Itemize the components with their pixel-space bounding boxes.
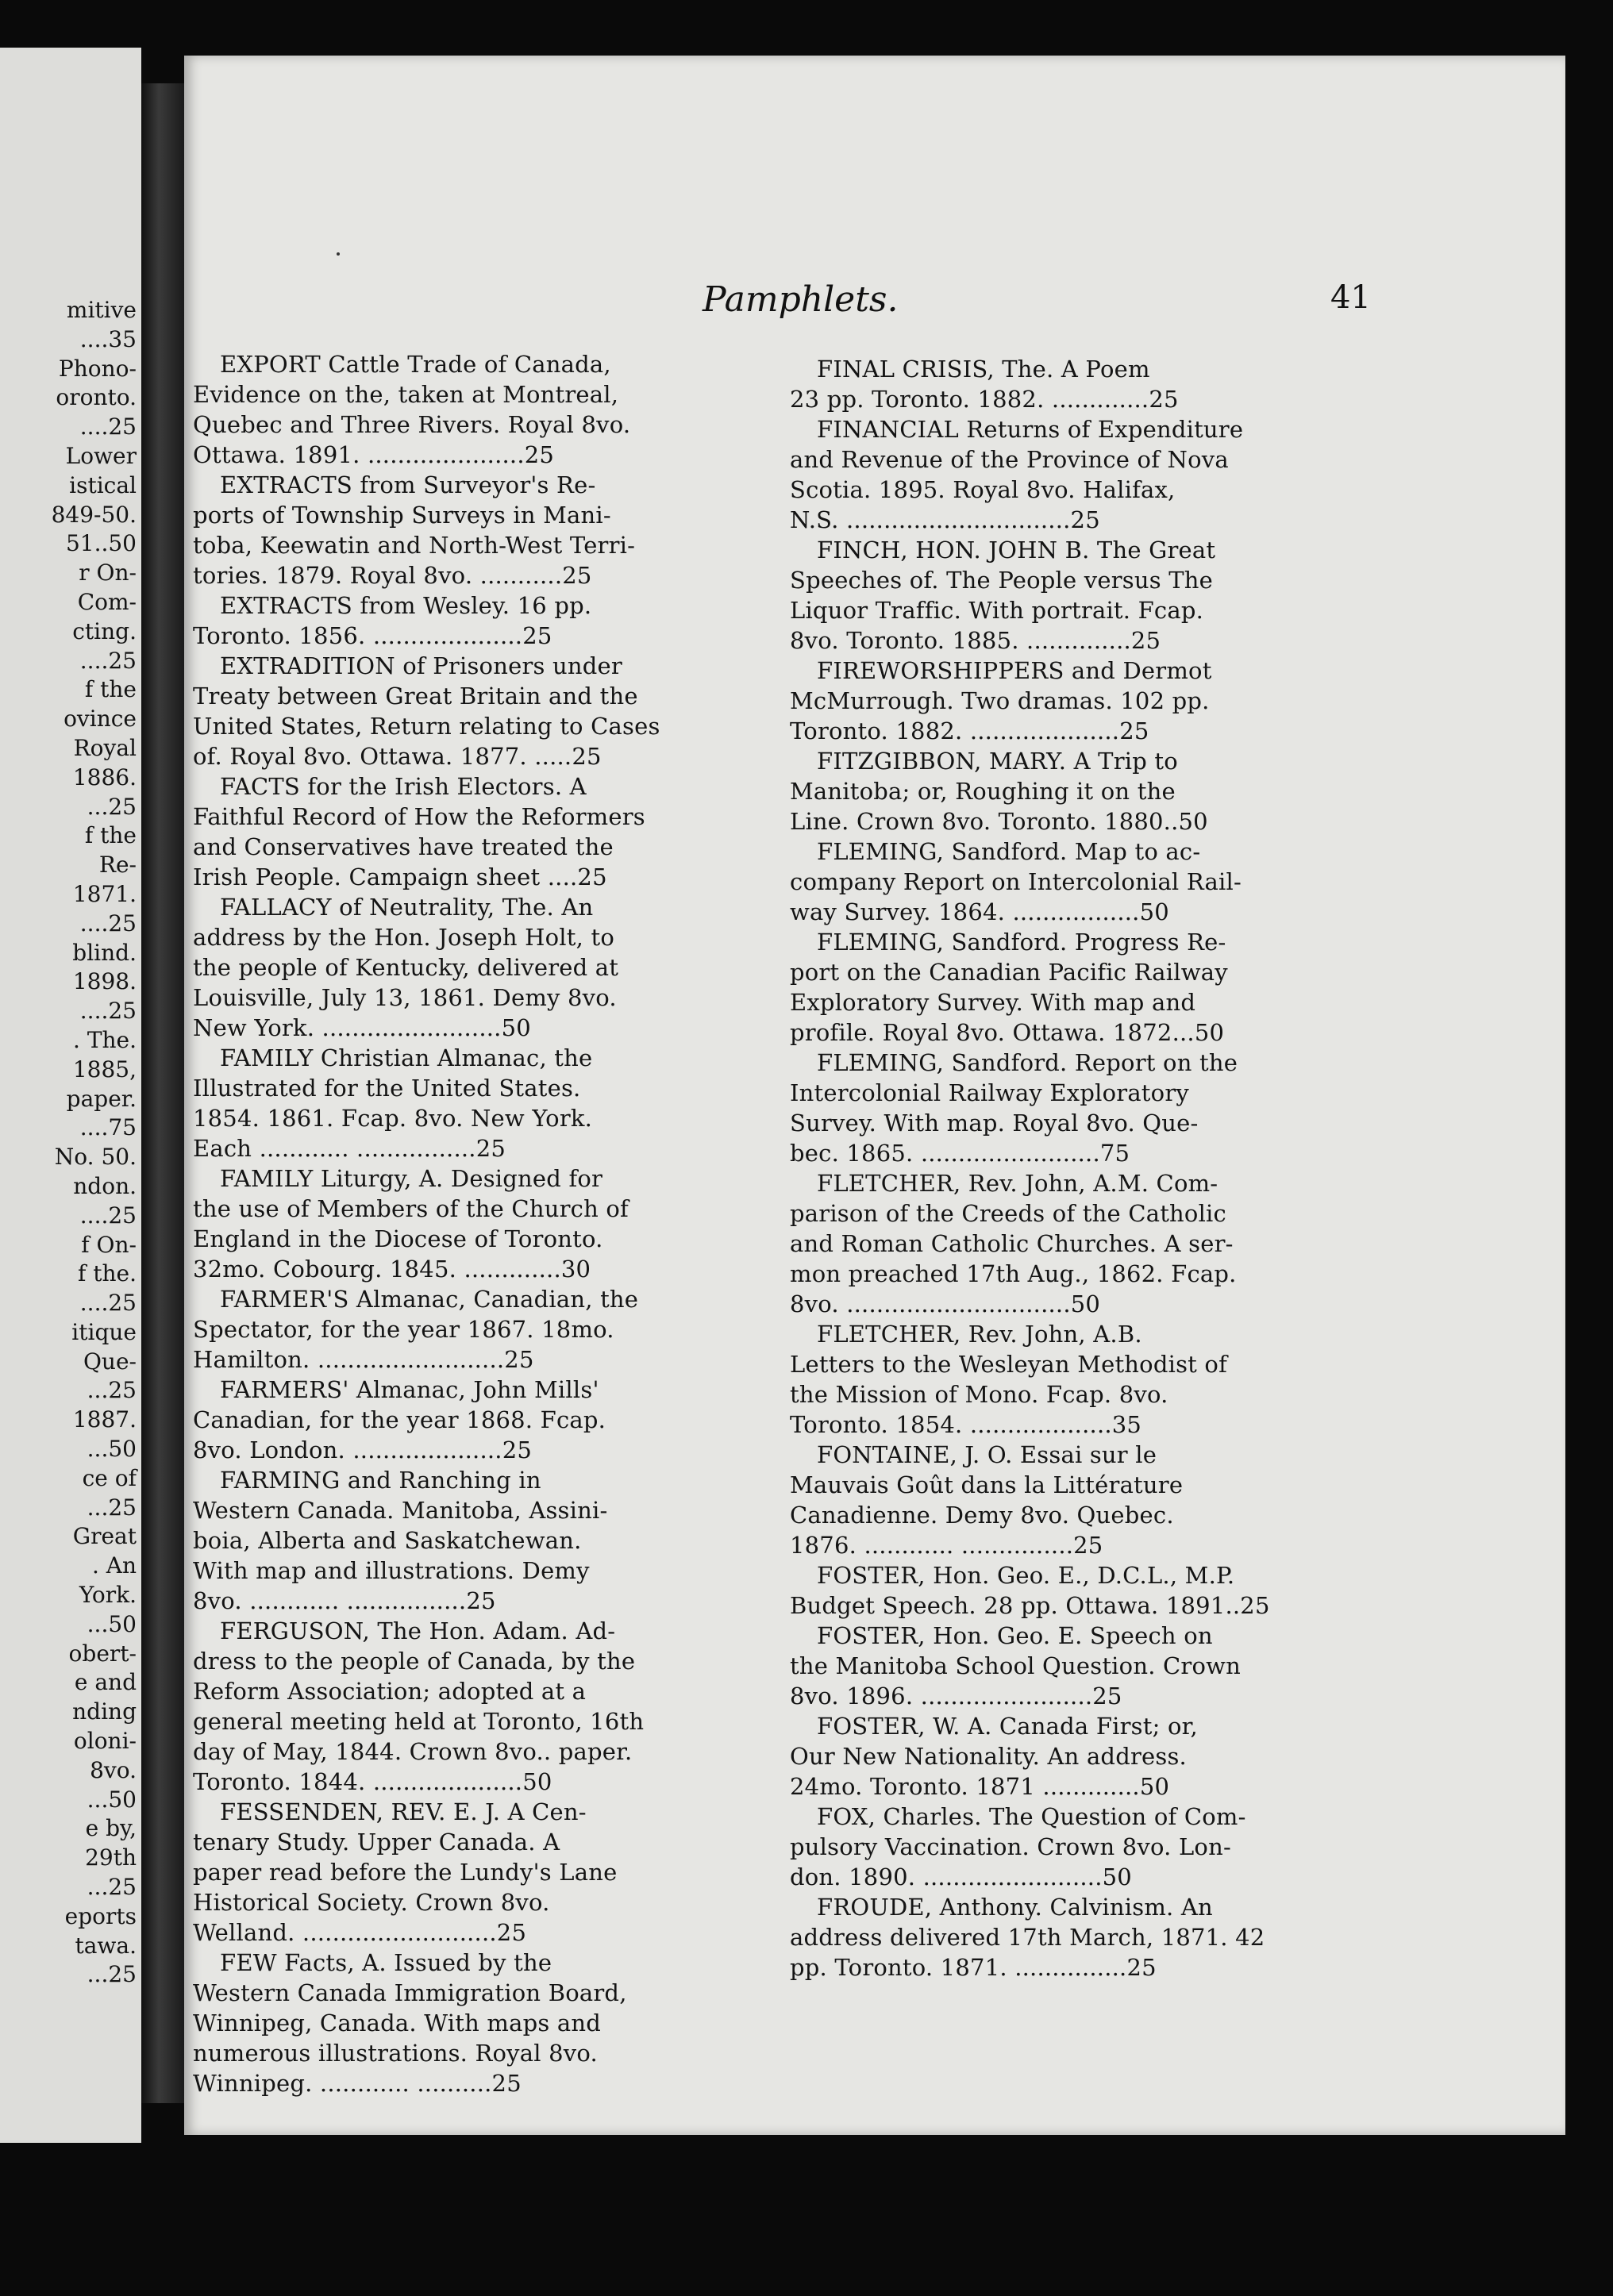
entry-heading-line: FINCH, HON. JOHN B. The Great — [817, 537, 1216, 563]
entry-line: boia, Alberta and Saskatchewan. — [193, 1527, 582, 1554]
entry-line: Survey. With map. Royal 8vo. Que- — [790, 1110, 1199, 1136]
entry-line: address delivered 17th March, 1871. 42 — [790, 1924, 1265, 1951]
entry-line: dress to the people of Canada, by the — [193, 1648, 636, 1675]
entry-line: tories. 1879. Royal 8vo. ...........25 — [193, 562, 592, 589]
fragment-line: e and — [74, 1669, 137, 1696]
entry-heading-line: FESSENDEN, REV. E. J. A Cen- — [220, 1798, 587, 1825]
fragment-line: ....25 — [79, 998, 137, 1025]
fragment-line: ...50 — [87, 1436, 137, 1463]
entry-heading-line: EXTRACTS from Wesley. 16 pp. — [220, 592, 592, 619]
entry-heading-line: FERGUSON, The Hon. Adam. Ad- — [220, 1617, 616, 1644]
fragment-line: ....25 — [79, 1290, 137, 1317]
column-right — [790, 354, 1361, 1983]
entry-line: Speeches of. The People versus The — [790, 567, 1214, 594]
entry-line: 1876. ............ ...............25 — [790, 1532, 1103, 1559]
entry-heading-line: FINAL CRISIS, The. A Poem — [817, 356, 1150, 383]
catalog-entry — [193, 1797, 764, 1948]
entry-line: and Conservatives have treated the — [193, 833, 614, 860]
entry-line: New York. ........................50 — [193, 1014, 531, 1041]
entry-line: Western Canada. Manitoba, Assini- — [193, 1497, 608, 1524]
fragment-line: itique — [71, 1318, 137, 1345]
entry-line: 24mo. Toronto. 1871 .............50 — [790, 1773, 1170, 1800]
entry-line: port on the Canadian Pacific Railway — [790, 959, 1228, 986]
entry-heading-line: FROUDE, Anthony. Calvinism. An — [817, 1894, 1213, 1921]
fragment-line: ....25 — [79, 910, 137, 936]
entry-line: Line. Crown 8vo. Toronto. 1880..50 — [790, 808, 1208, 835]
entry-line: Hamilton. .........................25 — [193, 1346, 534, 1373]
fragment-line: ...25 — [87, 1874, 137, 1901]
fragment-line: ....25 — [79, 1202, 137, 1229]
entry-line: With map and illustrations. Demy — [193, 1557, 590, 1584]
fragment-line: eports — [64, 1902, 137, 1929]
entry-line: Exploratory Survey. With map and — [790, 989, 1196, 1016]
fragment-line: 1871. — [72, 880, 137, 907]
entry-heading-line: FLEMING, Sandford. Report on the — [817, 1049, 1238, 1076]
entry-line: Winnipeg, Canada. With maps and — [193, 2009, 601, 2036]
entry-line: Toronto. 1856. ....................25 — [193, 622, 552, 649]
entry-line: Scotia. 1895. Royal 8vo. Halifax, — [790, 476, 1176, 503]
catalog-entry — [193, 1375, 764, 1465]
speck — [337, 252, 340, 256]
catalog-entry — [193, 892, 764, 1043]
entry-line: Ottawa. 1891. .....................25 — [193, 441, 555, 468]
entry-line: Canadian, for the year 1868. Fcap. — [193, 1406, 606, 1433]
catalog-entry — [790, 656, 1361, 746]
catalog-entry — [790, 414, 1361, 535]
fragment-line: r On- — [79, 560, 137, 586]
fragment-line: ....35 — [79, 325, 137, 352]
catalog-entry — [193, 1284, 764, 1375]
entry-heading-line: FITZGIBBON, MARY. A Trip to — [817, 748, 1178, 775]
entry-line: Toronto. 1844. ....................50 — [193, 1768, 552, 1795]
entry-heading-line: EXPORT Cattle Trade of Canada, — [220, 351, 611, 378]
catalog-entry — [790, 1440, 1361, 1560]
fragment-line: ndon. — [73, 1172, 137, 1199]
fragment-line: 29th — [85, 1844, 137, 1871]
fragment-line: 1887. — [72, 1406, 137, 1433]
entry-heading-line: FINANCIAL Returns of Expenditure — [817, 416, 1244, 443]
fragment-line: f the. — [77, 1260, 137, 1287]
entry-line: Evidence on the, taken at Montreal, — [193, 381, 619, 408]
entry-line: company Report on Intercolonial Rail- — [790, 868, 1242, 895]
fragment-line: ...25 — [87, 793, 137, 820]
entry-line: bec. 1865. ........................75 — [790, 1140, 1130, 1167]
entry-heading-line: FAMILY Christian Almanac, the — [220, 1044, 593, 1071]
entry-heading-line: FLEMING, Sandford. Progress Re- — [817, 929, 1226, 956]
entry-heading-line: FLEMING, Sandford. Map to ac- — [817, 838, 1201, 865]
entry-line: ports of Township Surveys in Mani- — [193, 502, 611, 529]
catalog-entry — [790, 1560, 1361, 1621]
fragment-line: ....25 — [79, 413, 137, 440]
fragment-line: 1898. — [72, 968, 137, 995]
catalog-entry — [790, 1168, 1361, 1319]
catalog-entry — [790, 1802, 1361, 1892]
fragment-line: 1886. — [72, 763, 137, 790]
entry-line: Letters to the Wesleyan Methodist of — [790, 1351, 1228, 1378]
fragment-line: ce of — [82, 1464, 137, 1491]
entry-heading-line: FIREWORSHIPPERS and Dermot — [817, 657, 1212, 684]
entry-heading-line: FOSTER, W. A. Canada First; or, — [817, 1713, 1198, 1740]
entry-line: Irish People. Campaign sheet ....25 — [193, 863, 607, 890]
entry-line: 8vo. London. ....................25 — [193, 1436, 533, 1463]
facing-page-fragments — [0, 296, 141, 1990]
fragment-line: ....75 — [79, 1114, 137, 1141]
catalog-entry — [193, 771, 764, 892]
fragment-line: 51..50 — [65, 530, 137, 557]
entry-line: of. Royal 8vo. Ottawa. 1877. .....25 — [193, 743, 602, 770]
fragment-line: e by, — [85, 1815, 137, 1842]
fragment-line: f the — [84, 822, 137, 849]
fragment-line: 1885, — [72, 1056, 137, 1083]
fragment-line: ...25 — [87, 1377, 137, 1404]
fragment-line: Que- — [83, 1348, 137, 1375]
fragment-line: Re- — [98, 852, 137, 879]
fragment-line: . An — [91, 1552, 137, 1579]
book-gutter — [141, 83, 185, 2103]
catalog-entry — [790, 746, 1361, 836]
entry-line: 8vo. ............ ................25 — [193, 1587, 496, 1614]
fragment-line: Phono- — [58, 355, 137, 382]
entry-heading-line: FLETCHER, Rev. John, A.M. Com- — [817, 1170, 1218, 1197]
entry-heading-line: FEW Facts, A. Issued by the — [220, 1949, 552, 1976]
entry-line: 8vo. 1896. .......................25 — [790, 1683, 1122, 1710]
fragment-line: ...25 — [87, 1494, 137, 1521]
fragment-line: cting. — [72, 617, 137, 644]
fragment-line: ovince — [64, 706, 137, 733]
catalog-entry — [790, 1319, 1361, 1440]
catalog-entry — [193, 470, 764, 590]
column-left — [193, 349, 764, 2098]
entry-line: mon preached 17th Aug., 1862. Fcap. — [790, 1260, 1237, 1287]
catalog-entry — [790, 535, 1361, 656]
entry-line: parison of the Creeds of the Catholic — [790, 1200, 1226, 1227]
fragment-line: ...25 — [87, 1961, 137, 1988]
entry-line: way Survey. 1864. .................50 — [790, 898, 1169, 925]
entry-line: 8vo. Toronto. 1885. ..............25 — [790, 627, 1161, 654]
fragment-line: paper. — [66, 1085, 137, 1112]
catalog-entry — [193, 1948, 764, 2098]
catalog-entry — [790, 354, 1361, 414]
entry-line: Toronto. 1882. ....................25 — [790, 717, 1149, 744]
entry-line: 1854. 1861. Fcap. 8vo. New York. — [193, 1105, 593, 1132]
entry-line: paper read before the Lundy's Lane — [193, 1859, 618, 1886]
entry-line: pp. Toronto. 1871. ...............25 — [790, 1954, 1157, 1981]
entry-line: and Revenue of the Province of Nova — [790, 446, 1229, 473]
entry-heading-line: FONTAINE, J. O. Essai sur le — [817, 1441, 1157, 1468]
catalog-entry — [790, 927, 1361, 1048]
entry-line: profile. Royal 8vo. Ottawa. 1872...50 — [790, 1019, 1225, 1046]
entry-line: Each ............ ................25 — [193, 1135, 506, 1162]
entry-line: Intercolonial Railway Exploratory — [790, 1079, 1189, 1106]
catalog-entry — [193, 1465, 764, 1616]
entry-line: and Roman Catholic Churches. A ser- — [790, 1230, 1234, 1257]
entry-line: Welland. ..........................25 — [193, 1919, 527, 1946]
entry-line: don. 1890. ........................50 — [790, 1863, 1132, 1890]
catalog-entry — [193, 1163, 764, 1284]
entry-line: day of May, 1844. Crown 8vo.. paper. — [193, 1738, 633, 1765]
fragment-line: blind. — [72, 939, 137, 966]
running-head: Pamphlets. — [703, 279, 899, 320]
entry-heading-line: FARMERS' Almanac, John Mills' — [220, 1376, 599, 1403]
fragment-line: ...50 — [87, 1786, 137, 1813]
entry-line: 23 pp. Toronto. 1882. .............25 — [790, 386, 1179, 413]
entry-line: tenary Study. Upper Canada. A — [193, 1829, 560, 1856]
fragment-line: obert- — [68, 1640, 137, 1667]
fragment-line: f On- — [81, 1231, 137, 1258]
entry-line: toba, Keewatin and North-West Terri- — [193, 532, 636, 559]
entry-heading-line: FALLACY of Neutrality, The. An — [220, 894, 594, 921]
entry-line: England in the Diocese of Toronto. — [193, 1225, 603, 1252]
fragment-line: istical — [69, 471, 137, 498]
entry-line: Winnipeg. ............ ..........25 — [193, 2070, 522, 2097]
catalog-entry — [790, 1892, 1361, 1983]
entry-line: the people of Kentucky, delivered at — [193, 954, 619, 981]
entry-line: pulsory Vaccination. Crown 8vo. Lon- — [790, 1833, 1231, 1860]
entry-line: the use of Members of the Church of — [193, 1195, 629, 1222]
fragment-line: Great — [72, 1523, 137, 1550]
fragment-line: f the — [84, 676, 137, 703]
entry-line: N.S. ..............................25 — [790, 506, 1100, 533]
entry-heading-line: EXTRACTS from Surveyor's Re- — [220, 471, 596, 498]
catalog-entry — [193, 1616, 764, 1797]
catalog-entry — [790, 836, 1361, 927]
entry-line: Manitoba; or, Roughing it on the — [790, 778, 1176, 805]
entry-line: general meeting held at Toronto, 16th — [193, 1708, 645, 1735]
entry-heading-line: FLETCHER, Rev. John, A.B. — [817, 1321, 1142, 1348]
catalog-entry — [790, 1711, 1361, 1802]
catalog-entry — [193, 349, 764, 470]
entry-line: numerous illustrations. Royal 8vo. — [193, 2040, 598, 2067]
catalog-entry — [193, 651, 764, 771]
catalog-entry — [790, 1621, 1361, 1711]
catalog-entry — [193, 590, 764, 651]
entry-line: 32mo. Cobourg. 1845. .............30 — [193, 1256, 591, 1283]
entry-line: Canadienne. Demy 8vo. Quebec. — [790, 1502, 1174, 1529]
entry-line: Faithful Record of How the Reformers — [193, 803, 645, 830]
entry-heading-line: FACTS for the Irish Electors. A — [220, 773, 587, 800]
fragment-line: 8vo. — [90, 1756, 137, 1783]
entry-line: the Mission of Mono. Fcap. 8vo. — [790, 1381, 1168, 1408]
entry-heading-line: FOX, Charles. The Question of Com- — [817, 1803, 1246, 1830]
entry-heading-line: FAMILY Liturgy, A. Designed for — [220, 1165, 603, 1192]
fragment-line: York. — [79, 1582, 137, 1609]
entry-line: the Manitoba School Question. Crown — [790, 1652, 1242, 1679]
entry-heading-line: FOSTER, Hon. Geo. E. Speech on — [817, 1622, 1213, 1649]
entry-line: Reform Association; adopted at a — [193, 1678, 587, 1705]
catalog-entry — [790, 1048, 1361, 1168]
entry-heading-line: FARMER'S Almanac, Canadian, the — [220, 1286, 639, 1313]
entry-line: Our New Nationality. An address. — [790, 1743, 1187, 1770]
entry-line: Western Canada Immigration Board, — [193, 1979, 627, 2006]
page-number: 41 — [1330, 279, 1371, 316]
entry-line: Louisville, July 13, 1861. Demy 8vo. — [193, 984, 617, 1011]
fragment-line: ...50 — [87, 1610, 137, 1637]
entry-line: Treaty between Great Britain and the — [193, 683, 638, 710]
entry-line: address by the Hon. Joseph Holt, to — [193, 924, 614, 951]
fragment-line: 849-50. — [51, 501, 137, 528]
entry-line: Quebec and Three Rivers. Royal 8vo. — [193, 411, 631, 438]
entry-heading-line: FOSTER, Hon. Geo. E., D.C.L., M.P. — [817, 1562, 1235, 1589]
fragment-line: . The. — [73, 1026, 137, 1053]
fragment-line: No. 50. — [54, 1144, 137, 1171]
fragment-line: nding — [72, 1698, 137, 1725]
entry-line: Spectator, for the year 1867. 18mo. — [193, 1316, 614, 1343]
fragment-line: mitive — [66, 297, 137, 323]
entry-line: 8vo. ..............................50 — [790, 1290, 1101, 1317]
fragment-line: tawa. — [75, 1932, 137, 1959]
entry-line: Historical Society. Crown 8vo. — [193, 1889, 550, 1916]
entry-line: Toronto. 1854. ...................35 — [790, 1411, 1142, 1438]
entry-line: McMurrough. Two dramas. 102 pp. — [790, 687, 1210, 714]
fragment-line: oronto. — [56, 384, 137, 411]
fragment-line: Royal — [73, 734, 137, 761]
fragment-line: ....25 — [79, 647, 137, 674]
entry-line: Mauvais Goût dans la Littérature — [790, 1471, 1184, 1498]
fragment-line: oloni- — [73, 1728, 137, 1755]
entry-line: Budget Speech. 28 pp. Ottawa. 1891..25 — [790, 1592, 1270, 1619]
catalog-entry — [193, 1043, 764, 1163]
entry-heading-line: FARMING and Ranching in — [220, 1467, 541, 1494]
fragment-line: Com- — [77, 588, 137, 615]
fragment-line: Lower — [65, 442, 137, 469]
entry-line: Illustrated for the United States. — [193, 1075, 581, 1102]
entry-line: United States, Return relating to Cases — [193, 713, 660, 740]
entry-line: Liquor Traffic. With portrait. Fcap. — [790, 597, 1204, 624]
entry-heading-line: EXTRADITION of Prisoners under — [220, 652, 622, 679]
